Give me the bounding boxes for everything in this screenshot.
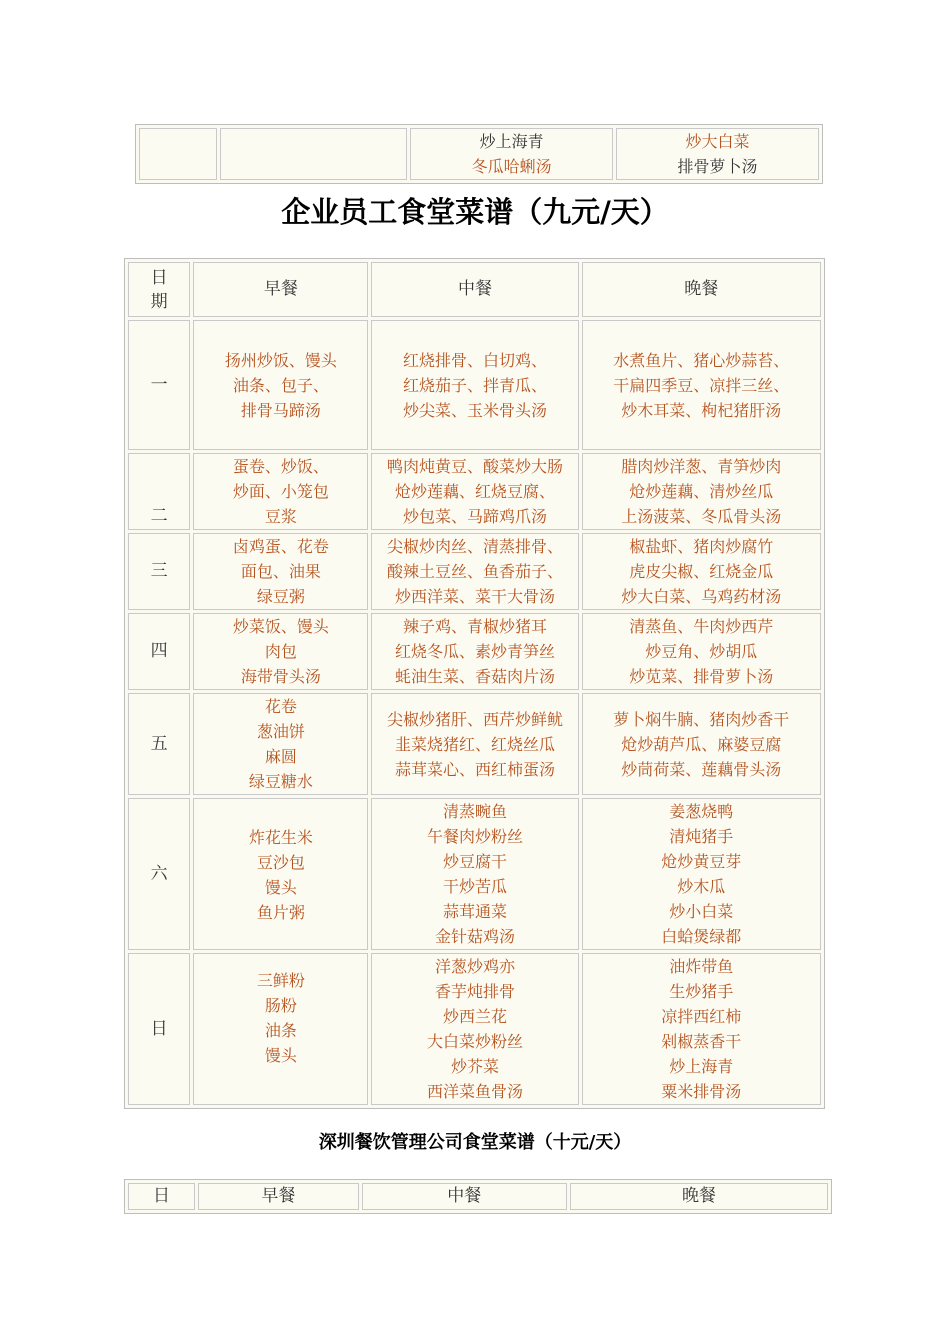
fragment-cell-dinner [616, 128, 819, 180]
breakfast-cell [193, 453, 368, 530]
day-cell: 一 [128, 320, 190, 450]
menu-item: 红烧排骨、白切鸡、 [402, 350, 547, 370]
menu-item: 三鲜粉 [256, 971, 305, 990]
menu-item: 扬州炒饭、馒头 [224, 350, 337, 370]
menu-item: 冬瓜哈蜊汤 [471, 157, 552, 176]
dinner-cell [582, 798, 821, 950]
day-cell: 三 [128, 533, 190, 610]
header-lunch: 中餐 [371, 262, 578, 317]
menu-item: 清蒸畹鱼 [442, 802, 507, 821]
table-row [139, 128, 819, 180]
menu-item: 红烧冬瓜、素炒青笋丝 [394, 642, 555, 661]
menu-item: 绿豆糖水 [248, 772, 313, 791]
menu-item: 蒜茸菜心、西红柿蛋汤 [394, 759, 555, 779]
day-cell: 二 [128, 453, 190, 530]
menu-item: 排骨马蹄汤 [240, 400, 321, 420]
lunch-cell [371, 693, 578, 795]
breakfast-cell [193, 953, 368, 1105]
dinner-cell [582, 320, 821, 450]
breakfast-cell [193, 533, 368, 610]
menu-item: 腊肉炒洋葱、青笋炒肉 [621, 457, 782, 476]
table-header-row [128, 1183, 828, 1210]
menu-item: 炝炒莲藕、红烧豆腐、 [394, 482, 555, 501]
menu-item: 洋葱炒鸡亦 [434, 957, 515, 976]
menu-item: 炒大白菜 [685, 132, 750, 151]
fragment-cell-lunch [410, 128, 613, 180]
fragment-cell [220, 128, 407, 180]
menu-item: 鸭肉炖黄豆、酸菜炒大肠 [386, 457, 563, 476]
menu-item: 尖椒炒肉丝、清蒸排骨、 [386, 537, 563, 556]
dinner-cell [582, 453, 821, 530]
lunch-cell [371, 798, 578, 950]
menu-item: 清蒸鱼、牛肉炒西芹 [629, 617, 774, 636]
menu-item: 虎皮尖椒、红烧金瓜 [629, 562, 774, 581]
header-breakfast: 早餐 [198, 1183, 359, 1210]
menu-item: 面包、油果 [240, 562, 321, 581]
menu-item: 绿豆粥 [256, 587, 305, 606]
menu-item: 炒大白菜、乌鸡药材汤 [621, 587, 782, 606]
header-dinner: 晚餐 [582, 262, 821, 317]
menu-item: 豆浆 [264, 507, 297, 526]
lunch-cell [371, 953, 578, 1105]
table-row [128, 533, 821, 610]
menu-item: 上汤菠菜、冬瓜骨头汤 [621, 507, 782, 526]
dinner-cell [582, 693, 821, 795]
page-title: 企业员工食堂菜谱（九元/天） [281, 195, 669, 229]
menu-item: 豆沙包 [256, 853, 305, 872]
lunch-cell [371, 320, 578, 450]
menu-item: 炒包菜、马蹄鸡爪汤 [402, 507, 547, 526]
menu-item: 炝炒莲藕、清炒丝瓜 [629, 482, 774, 501]
menu-item: 炒苋菜、排骨萝卜汤 [629, 667, 774, 686]
menu-item: 鱼片粥 [256, 903, 305, 922]
menu-item: 炒西兰花 [442, 1007, 507, 1026]
menu-item: 炸花生米 [248, 828, 313, 847]
menu-item: 馒头 [264, 878, 297, 897]
table-row [128, 613, 821, 690]
menu-item: 排骨萝卜汤 [677, 157, 758, 176]
breakfast-cell [193, 693, 368, 795]
menu-item: 水煮鱼片、猪心炒蒜苔、 [613, 350, 790, 370]
menu-item: 炝炒黄豆芽 [661, 852, 742, 871]
menu-item: 干扁四季豆、凉拌三丝、 [613, 375, 790, 395]
menu-item: 金针菇鸡汤 [434, 927, 515, 946]
breakfast-cell [193, 320, 368, 450]
menu-item: 炒菜饭、馒头 [232, 617, 329, 636]
menu-item: 清炖猪手 [669, 827, 734, 846]
menu-item: 花卷 [264, 697, 297, 716]
menu-item: 粟米排骨汤 [661, 1082, 742, 1101]
menu-item: 油炸带鱼 [669, 957, 734, 976]
menu-item: 生炒猪手 [669, 982, 734, 1001]
menu-item: 炒木瓜 [677, 877, 726, 896]
menu-item: 肠粉 [264, 996, 297, 1015]
table-row [128, 798, 821, 950]
menu-item: 午餐肉炒粉丝 [426, 827, 523, 846]
table-row [128, 453, 821, 530]
menu-item: 炒西洋菜、菜干大骨汤 [394, 587, 555, 606]
menu-item: 麻圆 [264, 747, 297, 766]
menu-item: 韭菜烧猪红、红烧丝瓜 [394, 734, 555, 754]
lunch-cell [371, 613, 578, 690]
menu-item: 葱油饼 [256, 722, 305, 741]
lunch-cell [371, 453, 578, 530]
menu-item: 西洋菜鱼骨汤 [426, 1082, 523, 1101]
menu-item: 蛋卷、炒饭、 [232, 457, 329, 476]
table-row [128, 953, 821, 1105]
menu-item: 炝炒葫芦瓜、麻婆豆腐 [621, 734, 782, 754]
menu-item: 椒盐虾、猪肉炒腐竹 [629, 537, 774, 556]
menu-item: 炒小白菜 [669, 902, 734, 921]
dinner-cell [582, 533, 821, 610]
menu-item: 海带骨头汤 [240, 667, 321, 686]
menu-item: 大白菜炒粉丝 [426, 1032, 523, 1051]
header-lunch: 中餐 [362, 1183, 567, 1210]
menu-item: 红烧茄子、拌青瓜、 [402, 375, 547, 395]
menu-item: 尖椒炒猪肝、西芹炒鲜鱿 [386, 709, 563, 729]
lunch-cell [371, 533, 578, 610]
menu-item: 萝卜焖牛腩、猪肉炒香干 [613, 709, 790, 729]
fragment-cell [139, 128, 217, 180]
menu-item: 炒尖菜、玉米骨头汤 [402, 400, 547, 420]
day-cell: 四 [128, 613, 190, 690]
menu-item: 炒茼荷菜、莲藕骨头汤 [621, 759, 782, 779]
header-day: 日 期 [128, 262, 190, 317]
menu-item: 蚝油生菜、香菇肉片汤 [394, 667, 555, 686]
menu-item: 白蛤煲绿都 [661, 927, 742, 946]
menu-item: 炒上海青 [669, 1057, 734, 1076]
dinner-cell [582, 953, 821, 1105]
section-title: 深圳餐饮管理公司食堂菜谱（十元/天） [318, 1132, 632, 1153]
table-header-row [128, 262, 821, 317]
menu-item: 卤鸡蛋、花卷 [232, 537, 329, 556]
breakfast-cell [193, 613, 368, 690]
menu-item: 剁椒蒸香干 [661, 1032, 742, 1051]
day-cell: 五 [128, 693, 190, 795]
menu-item: 香芋炖排骨 [434, 982, 515, 1001]
table-row [128, 693, 821, 795]
menu-item: 炒芥菜 [450, 1057, 499, 1076]
menu-item: 姜葱烧鸭 [669, 802, 734, 821]
header-day: 日 [128, 1183, 195, 1210]
day-cell: 日 [128, 953, 190, 1105]
menu-item: 干炒苦瓜 [442, 877, 507, 896]
header-breakfast: 早餐 [193, 262, 368, 317]
top-fragment-table [135, 124, 823, 184]
table-row [128, 320, 821, 450]
menu-table-ten-yuan [124, 1179, 832, 1214]
menu-item: 炒豆腐干 [442, 852, 507, 871]
menu-item: 油条、包子、 [232, 375, 329, 395]
breakfast-cell [193, 798, 368, 950]
menu-item: 肉包 [264, 642, 297, 661]
menu-item: 炒上海青 [479, 132, 544, 151]
day-cell: 六 [128, 798, 190, 950]
menu-item: 酸辣土豆丝、鱼香茄子、 [386, 562, 563, 581]
menu-item: 凉拌西红柿 [661, 1007, 742, 1026]
menu-item: 油条 [264, 1021, 297, 1040]
menu-item: 馒头 [264, 1046, 297, 1065]
menu-item: 炒木耳菜、枸杞猪肝汤 [621, 400, 782, 420]
menu-item: 炒豆角、炒胡瓜 [645, 642, 758, 661]
menu-table-nine-yuan [124, 258, 825, 1109]
header-dinner: 晚餐 [570, 1183, 828, 1210]
menu-item: 炒面、小笼包 [232, 482, 329, 501]
dinner-cell [582, 613, 821, 690]
menu-item: 辣子鸡、青椒炒猪耳 [402, 617, 547, 636]
menu-item: 蒜茸通菜 [442, 902, 507, 921]
